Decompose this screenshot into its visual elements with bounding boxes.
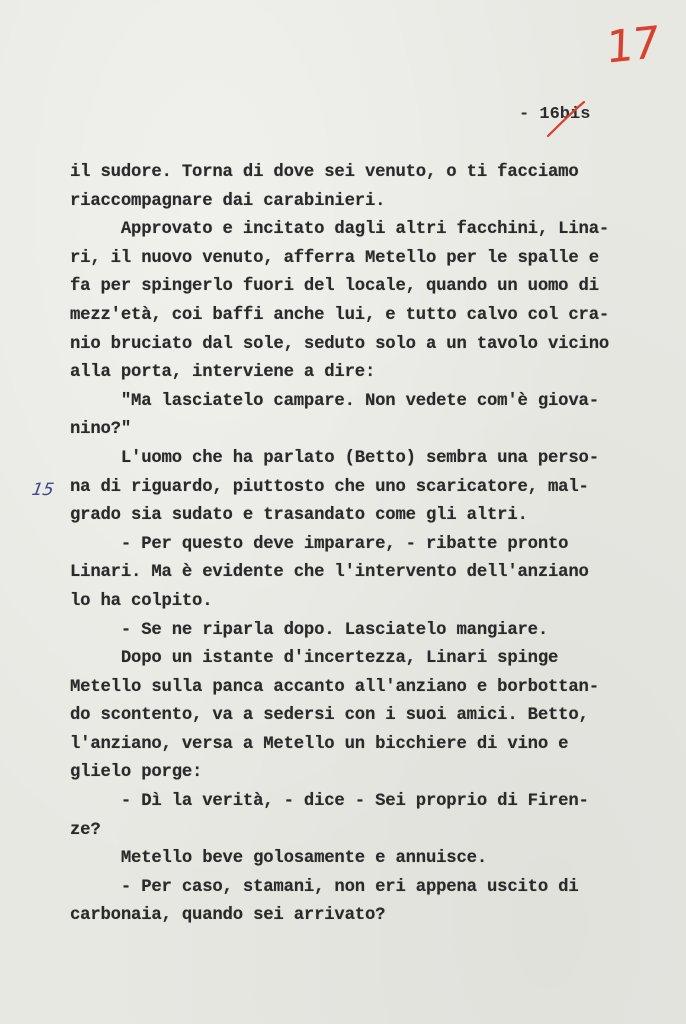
text-line: lo ha colpito. bbox=[70, 591, 213, 611]
text-line: Dopo un istante d'incertezza, Linari spinge bbox=[70, 649, 559, 669]
text-line: grado sia sudato e trasandato come gli altri. bbox=[70, 506, 528, 526]
text-line: Linari. Ma è evidente che l'intervento dell'anziano bbox=[70, 563, 589, 583]
text-line: Metello beve golosamente e annuisce. bbox=[70, 849, 487, 869]
text-line: L'uomo che ha parlato (Betto) sembra una perso- bbox=[70, 448, 599, 468]
text-line: ri, il nuovo venuto, afferra Metello per le spalle e bbox=[70, 248, 599, 268]
text-line: - Dì la verità, - dice - Sei proprio di Firen- bbox=[70, 792, 589, 812]
text-line: - Se ne riparla dopo. Lasciatelo mangiare. bbox=[70, 620, 549, 640]
correction-strike-mark bbox=[544, 98, 590, 140]
text-line: mezz'età, coi baffi anche lui, e tutto calvo col cra- bbox=[70, 305, 610, 325]
text-line: Approvato e incitato dagli altri facchini, Lina- bbox=[70, 220, 610, 240]
margin-note: 15 bbox=[30, 480, 56, 500]
text-line: do scontento, va a sedersi con i suoi amici. Betto, bbox=[70, 706, 589, 726]
text-line: - Per questo deve imparare, - ribatte pronto bbox=[70, 534, 569, 554]
typed-text-body bbox=[70, 159, 630, 931]
text-line: ze? bbox=[70, 820, 101, 840]
text-line: glielo porge: bbox=[70, 763, 203, 783]
text-line: il sudore. Torna di dove sei venuto, o ti facciamo bbox=[70, 163, 579, 182]
text-line: Metello sulla panca accanto all'anziano e borbottan- bbox=[70, 677, 599, 697]
text-line: nio bruciato dal sole, seduto solo a un tavolo vicino bbox=[70, 334, 610, 354]
text-line: na di riguardo, piuttosto che uno scaricatore, mal- bbox=[70, 477, 589, 497]
page-reference: - 16bis bbox=[519, 105, 591, 124]
handwritten-page-number: 17 bbox=[605, 17, 659, 74]
text-line: alla porta, interviene a dire: bbox=[70, 363, 376, 383]
text-line: "Ma lasciatelo campare. Non vedete com'è giova- bbox=[70, 391, 599, 411]
text-line: carbonaia, quando sei arrivato? bbox=[70, 906, 386, 926]
text-line: fa per spingerlo fuori del locale, quando un uomo di bbox=[70, 277, 599, 297]
text-line: l'anziano, versa a Metello un bicchiere di vino e bbox=[70, 734, 569, 754]
text-line: - Per caso, stamani, non eri appena uscito di bbox=[70, 877, 579, 897]
text-line: riaccompagnare dai carabinieri. bbox=[70, 191, 386, 211]
text-line: nino?" bbox=[70, 420, 132, 440]
